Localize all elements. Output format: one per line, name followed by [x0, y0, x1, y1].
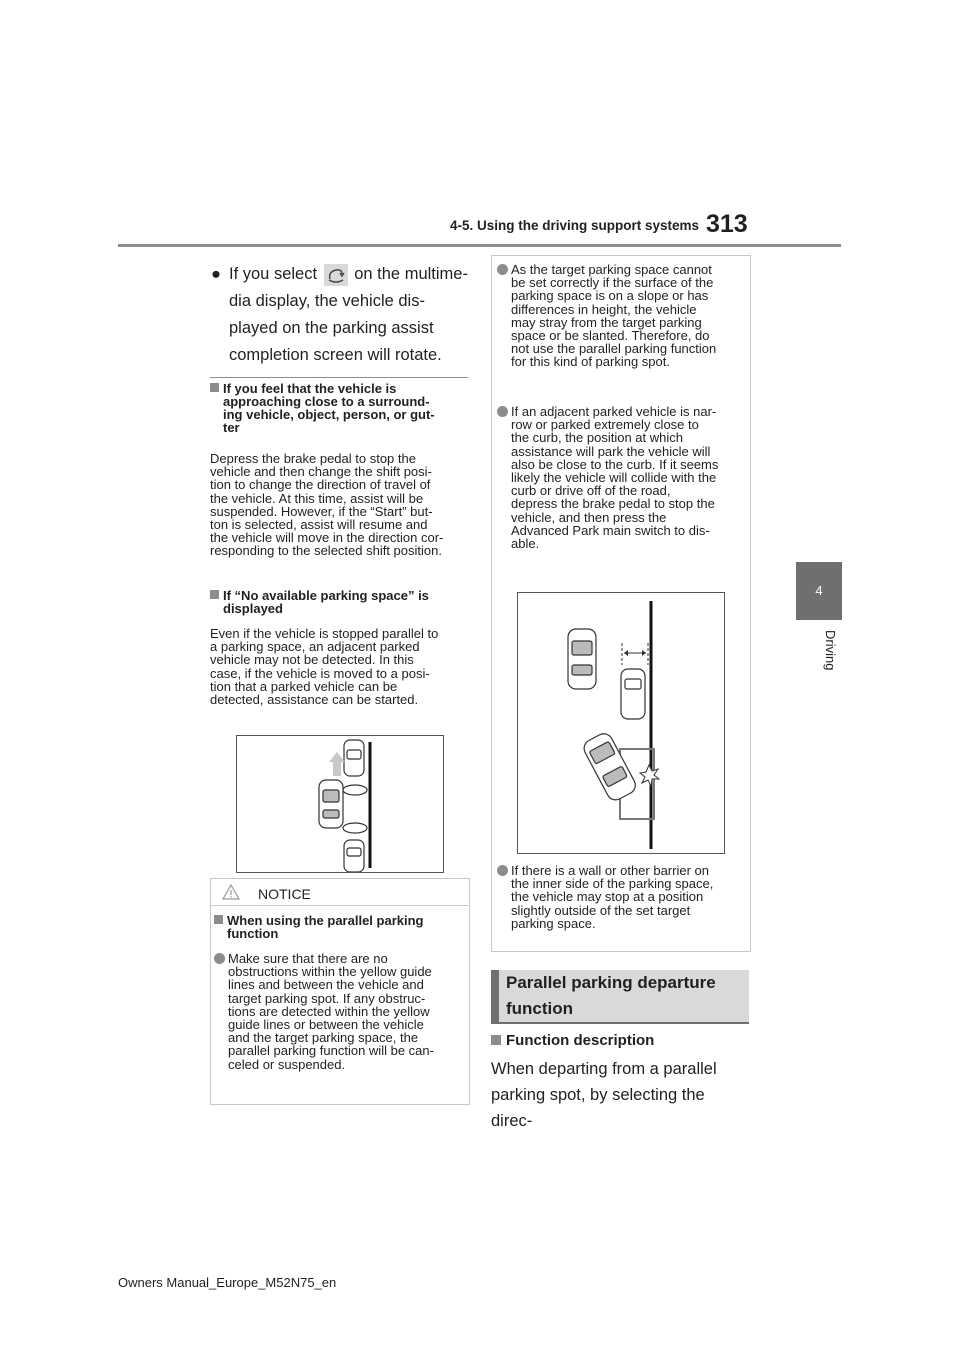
section-title-underline [491, 1022, 749, 1024]
notice-item-curb: If an adjacent parked vehicle is nar- row or parked extremely close to the curb, the position at which assistance will park the vehicle will also be close to the curb. If it seems likely the vehicle will collide with the curb or drive off of the road, depress the brake pedal to stop the vehicle, and then press the Advanced Park main switch to dis- able. [497, 405, 743, 550]
notice-divider [211, 905, 468, 906]
notice-heading: When using the parallel parking function [214, 914, 464, 940]
bullet-text-line: completion screen will rotate. [229, 346, 442, 364]
subsection-body-approaching: Depress the brake pedal to stop the vehicle and then change the shift posi- tion to change the direction of travel of the vehicle. At this time, assist will be suspended. However, if the “Start” but- ton is selected, assist will resume and the vehicle will move in the direction cor- responding to the selected shift position. [210, 451, 444, 559]
notice-item-slope: As the target parking space cannot be set correctly if the surface of the parking space is on a slope or has differences in height, the vehicle may stray from the target parking space or be slanted. Therefore, do not use the parallel parking function for this kind of parking spot. [497, 263, 743, 369]
parked-car-narrow [621, 669, 645, 719]
warning-triangle-icon [222, 884, 240, 905]
parked-car-top [344, 740, 364, 776]
curb-collision-figure [517, 592, 725, 854]
header-rule [118, 244, 841, 247]
bullet-text-line: dia display, the vehicle dis- [229, 292, 425, 310]
circle-bullet-icon [497, 264, 508, 275]
subsection-heading-no-space: If “No available parking space” is displayed [210, 589, 468, 615]
function-description-body: When departing from a parallel parking spot, by selecting the direc- [491, 1060, 717, 1130]
function-description-heading: Function description [491, 1032, 654, 1049]
circle-bullet-icon [497, 406, 508, 417]
section-title: Parallel parking departure function [506, 973, 716, 1018]
square-bullet-icon [210, 590, 219, 599]
running-header-section-title: 4-5. Using the driving support systems [449, 218, 699, 233]
bullet-dot: ● [211, 265, 221, 283]
notice-title: NOTICE [258, 886, 311, 902]
circle-bullet-icon [214, 953, 225, 964]
circle-bullet-icon [497, 865, 508, 876]
square-bullet-icon [214, 915, 223, 924]
subsection-body-no-space: Even if the vehicle is stopped parallel to a parking space, an adjacent parked vehicle may not be detected. In this case, if the vehicle is moved to a posi- tion that a parked vehicle can be detected, assistance can be started. [210, 626, 439, 708]
notice-body: Make sure that there are no obstructions within the yellow guide lines and between the vehicle and target parking spot. If any obstruc- tions are detected within the yellow guide lines or between the vehicle and the target parking space, the parallel parking function will be can- celed or suspended. [214, 952, 464, 1071]
collision-star-icon [640, 765, 659, 786]
parked-car-upper [568, 629, 596, 689]
footer-manual-id: Owners Manual_Europe_M52N75_en [118, 1275, 337, 1290]
main-bullet-paragraph [211, 261, 471, 369]
bullet-text-pre: If you select [229, 265, 318, 283]
square-bullet-icon [491, 1035, 501, 1045]
ego-car [319, 780, 343, 828]
bullet-text-line: played on the parking assist [229, 319, 434, 337]
square-bullet-icon [210, 383, 219, 392]
notice-item-wall: If there is a wall or other barrier on the inner side of the parking space, the vehicle may stop at a position slightly outside of the set target parking space. [497, 864, 743, 930]
parked-car-bottom [344, 840, 364, 872]
section-divider [210, 377, 468, 378]
page-number: 313 [706, 210, 748, 238]
subsection-heading-approaching: If you feel that the vehicle is approaching close to a surround- ing vehicle, object, person, or gut- ter [210, 382, 468, 434]
chapter-tab-number: 4 [796, 562, 842, 620]
bullet-text-post: on the multime- [354, 265, 468, 283]
parallel-parking-detection-figure [236, 735, 444, 873]
rotate-vehicle-icon [324, 264, 348, 286]
ego-car-angled [581, 731, 638, 803]
chapter-tab-label: Driving [823, 630, 838, 671]
section-title-accent-bar [491, 970, 499, 1022]
